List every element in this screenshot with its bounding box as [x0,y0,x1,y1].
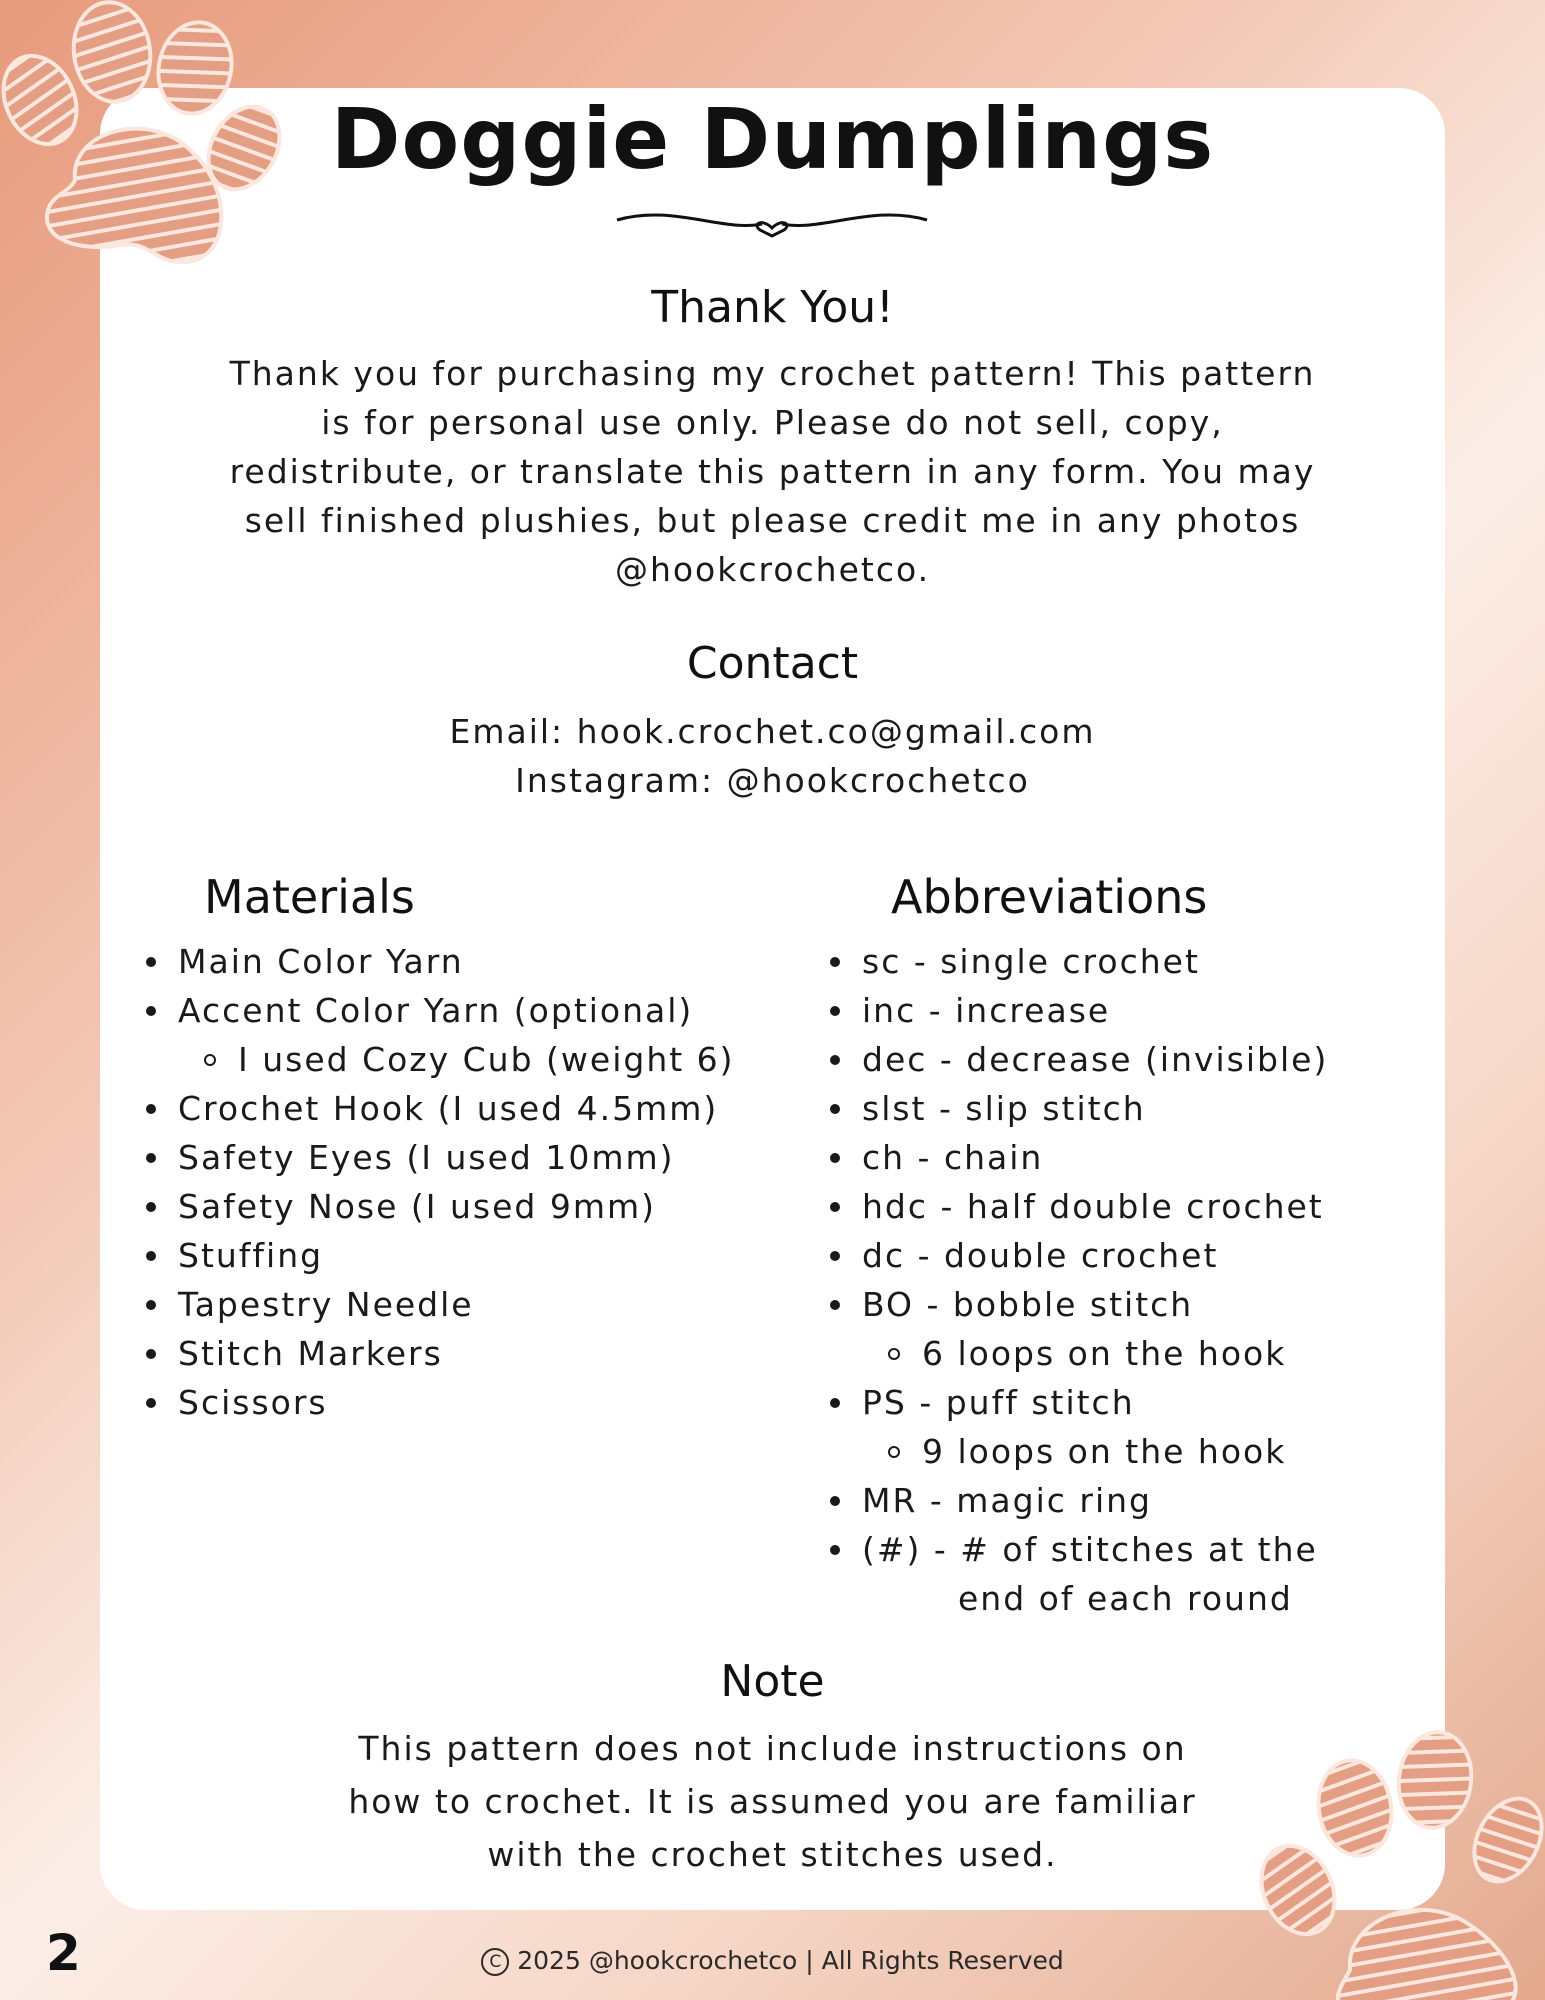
list-item: hdc - half double crochet [824,1182,1328,1231]
thank-you-text [0,349,1545,594]
list-item: Main Color Yarn [140,937,735,986]
thank-you-heading: Thank You! [651,282,894,333]
list-item: Scissors [140,1378,735,1427]
heart-divider-icon [612,202,932,242]
materials-list [140,937,735,1427]
contact-email: Email: hook.crochet.co@gmail.com [449,712,1096,751]
note-line: This pattern does not include instructions on [358,1729,1187,1768]
abbreviations-heading: Abbreviations [891,870,1208,924]
list-item: dec - decrease (invisible) [824,1035,1328,1084]
list-item: MR - magic ring [824,1476,1328,1525]
list-item: Accent Color Yarn (optional) [140,986,735,1035]
page-title: Doggie Dumplings [330,90,1215,188]
list-item: (#) - # of stitches at the [824,1525,1328,1574]
note-text [0,1722,1545,1881]
list-item: inc - increase [824,986,1328,1035]
list-item: end of each round [958,1579,1293,1618]
thank-you-line: is for personal use only. Please do not sell, copy, [321,403,1224,442]
note-line: how to crochet. It is assumed you are familiar [348,1782,1197,1821]
list-item: Tapestry Needle [140,1280,735,1329]
list-item: sc - single crochet [824,937,1328,986]
list-item: dc - double crochet [824,1231,1328,1280]
thank-you-line: sell finished plushies, but please credit me in any photos [244,501,1301,540]
thank-you-line: @hookcrochetco. [614,550,931,589]
list-item: ch - chain [824,1133,1328,1182]
list-item: slst - slip stitch [824,1084,1328,1133]
materials-heading: Materials [204,870,415,924]
list-item: Safety Nose (I used 9mm) [140,1182,735,1231]
contact-heading: Contact [686,638,859,689]
list-item: Safety Eyes (I used 10mm) [140,1133,735,1182]
list-item: I used Cozy Cub (weight 6) [140,1035,735,1084]
copyright-icon: C [481,1948,509,1976]
contact-instagram: Instagram: @hookcrochetco [515,761,1030,800]
list-item: Crochet Hook (I used 4.5mm) [140,1084,735,1133]
list-item: Stuffing [140,1231,735,1280]
contact-info [0,707,1545,805]
list-item: PS - puff stitch [824,1378,1328,1427]
list-item: Stitch Markers [140,1329,735,1378]
list-item: BO - bobble stitch [824,1280,1328,1329]
list-item: 9 loops on the hook [824,1427,1328,1476]
footer-text: 2025 @hookcrochetco | All Rights Reserved [517,1946,1064,1975]
page-number: 2 [46,1924,81,1982]
footer-copyright [0,1946,1545,1976]
thank-you-line: Thank you for purchasing my crochet pattern! This pattern [229,354,1316,393]
thank-you-line: redistribute, or translate this pattern in any form. You may [229,452,1316,491]
note-line: with the crochet stitches used. [487,1835,1058,1874]
list-item: 6 loops on the hook [824,1329,1328,1378]
note-heading: Note [720,1656,825,1707]
abbreviations-list [824,937,1328,1623]
